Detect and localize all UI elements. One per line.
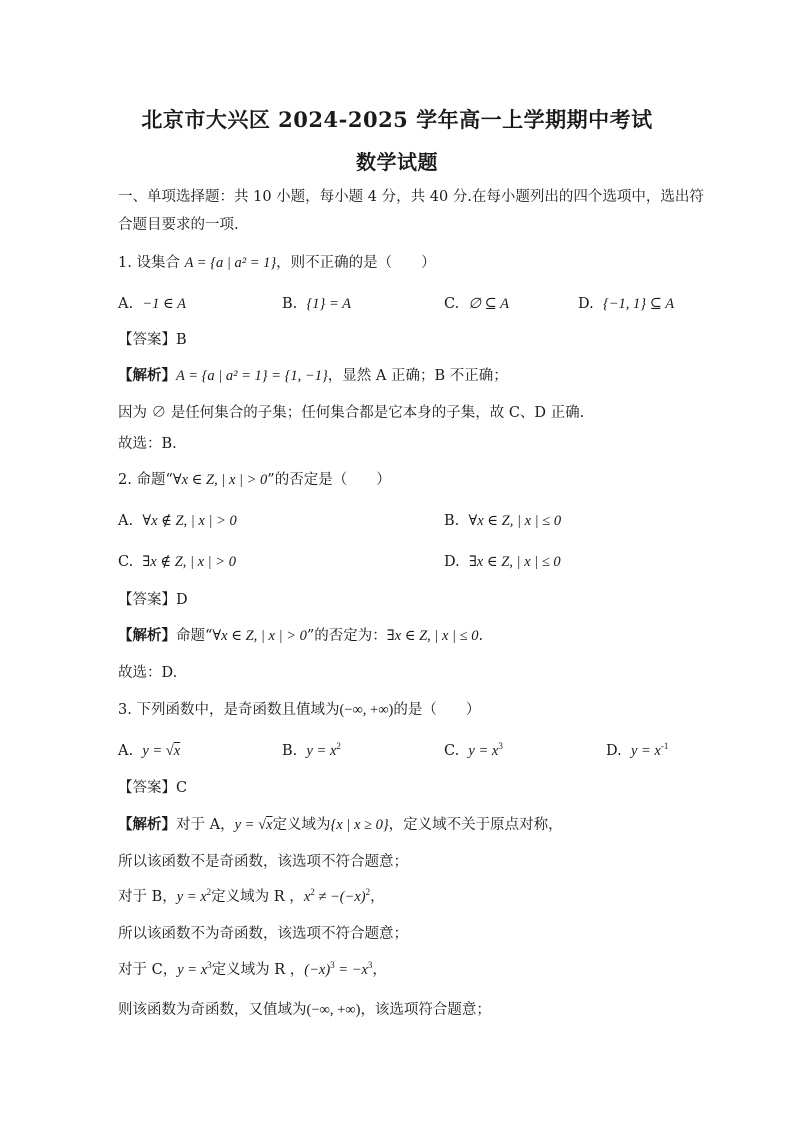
option-content: ∃x ∈ Z, | x | ≤ 0 <box>468 554 561 570</box>
question-3-prefix: 3. 下列函数中，是奇函数且值域为 <box>118 702 340 718</box>
question-2-option-a <box>118 511 237 531</box>
radical-sign: √ <box>258 817 267 833</box>
question-3-explanation-line-5 <box>118 960 387 980</box>
explanation-math: ∀x ∈ Z, | x | > 0 <box>212 628 307 644</box>
question-3-explanation-line-4: 所以该函数不为奇函数，该选项不符合题意； <box>118 926 408 942</box>
explanation-math: (−x) <box>304 962 331 978</box>
option-content: {1} = A <box>306 296 351 312</box>
option-content: ∃x ∉ Z, | x | > 0 <box>142 554 236 570</box>
exponent: 3 <box>498 741 503 752</box>
explanation-math: (−∞, +∞) <box>306 1002 361 1018</box>
option-content: y = x <box>468 743 499 759</box>
question-3-explanation-line-6 <box>118 1000 491 1020</box>
option-content: y = x <box>630 743 661 759</box>
option-label: A. <box>118 296 134 312</box>
option-content: ∅ ⊆ A <box>468 296 510 312</box>
option-label: B. <box>282 296 298 312</box>
explanation-label: 【解析】 <box>118 816 176 833</box>
question-2-explanation-line-1 <box>118 626 483 646</box>
question-3-interval: (−∞, +∞) <box>339 702 394 718</box>
question-2-option-b <box>444 511 561 531</box>
option-label: C. <box>444 743 460 759</box>
exponent: 2 <box>206 887 212 898</box>
question-2-option-d <box>444 552 561 572</box>
explanation-text: ， <box>372 962 387 978</box>
question-3-stem <box>118 700 480 720</box>
explanation-text: ，该选项符合题意； <box>360 1002 491 1018</box>
explanation-text: 则该函数为奇函数，又值域为 <box>118 1002 307 1018</box>
option-content: y = x <box>306 743 337 759</box>
explanation-math: y = <box>234 817 259 833</box>
option-label: A. <box>118 513 134 529</box>
option-label: B. <box>444 513 460 529</box>
question-1-stem <box>118 253 436 273</box>
question-1-answer: 【答案】B <box>118 332 187 348</box>
explanation-text: 对于 B， <box>118 889 177 905</box>
explanation-text: ，显然 A 正确；B 不正确； <box>327 368 508 384</box>
option-label: D. <box>578 296 594 312</box>
page-subtitle: 数学试题 <box>356 150 438 174</box>
question-3-option-c <box>444 741 503 761</box>
question-2-option-c <box>118 552 236 572</box>
question-3-explanation-line-2: 所以该函数不是奇函数，该选项不符合题意； <box>118 854 408 870</box>
explanation-math: A = {a | a² = 1} = {1, −1} <box>176 368 328 384</box>
explanation-text: ， <box>370 889 385 905</box>
question-1-explanation-line-3: 故选：B. <box>118 436 177 452</box>
question-3-option-d <box>606 741 668 761</box>
option-label: C. <box>444 296 460 312</box>
explanation-text: 定义域为 R ， <box>211 889 304 905</box>
explanation-text: 对于 A， <box>176 817 235 833</box>
radical-sign: √ <box>165 743 174 759</box>
option-label: B. <box>282 743 298 759</box>
explanation-math: y = x <box>177 962 208 978</box>
exponent: 2 <box>365 887 371 898</box>
question-3-explanation-line-1 <box>118 815 563 835</box>
explanation-text: ”的否定为： <box>306 628 387 644</box>
question-3-option-b <box>282 741 341 761</box>
explanation-label: 【解析】 <box>118 367 176 384</box>
question-1-option-b <box>282 294 351 314</box>
question-2-proposition: ∀x ∈ Z, | x | > 0 <box>172 472 268 488</box>
exponent: 3 <box>207 960 212 971</box>
question-2-answer: 【答案】D <box>118 592 188 608</box>
section-instruction-line-1: 一、单项选择题：共 10 小题，每小题 4 分，共 40 分.在每小题列出的四个选项中，选出符 <box>118 189 704 205</box>
question-2-stem <box>118 470 391 490</box>
exponent: 2 <box>310 887 315 898</box>
explanation-math: ≠ −(−x) <box>314 889 366 905</box>
question-1-prefix: 1. 设集合 <box>118 255 185 271</box>
option-content: ∀x ∉ Z, | x | > 0 <box>142 513 237 529</box>
section-instruction-line-2: 合题目要求的一项. <box>118 217 239 233</box>
question-3-explanation-line-3 <box>118 887 385 907</box>
question-3-suffix: 的是（ ） <box>393 702 481 718</box>
question-1-option-c <box>444 294 509 314</box>
explanation-label: 【解析】 <box>118 627 176 644</box>
option-label: A. <box>118 743 134 759</box>
question-3-answer: 【答案】C <box>118 780 188 796</box>
radicand: x <box>266 817 273 833</box>
explanation-math: = −x <box>334 962 368 978</box>
question-1-option-a <box>118 294 186 314</box>
option-content: y = <box>142 743 166 759</box>
page-title: 北京市大兴区 2024-2025 学年高一上学期期中考试 <box>141 107 653 132</box>
explanation-text: 命题“ <box>176 628 213 644</box>
option-label: D. <box>444 554 460 570</box>
explanation-text: 定义域为 <box>272 817 331 833</box>
explanation-math: ∃x ∈ Z, | x | ≤ 0 <box>386 628 479 644</box>
explanation-math: {x | x ≥ 0} <box>330 817 389 833</box>
explanation-math: x <box>303 889 311 905</box>
question-1-option-d <box>578 294 674 314</box>
explanation-math: y = x <box>176 889 207 905</box>
exponent: -1 <box>660 741 669 752</box>
explanation-text: . <box>478 628 484 644</box>
explanation-text: 对于 C， <box>118 962 178 978</box>
exponent: 3 <box>367 960 373 971</box>
question-1-set-expression: A = {a | a² = 1} <box>184 255 277 271</box>
question-2-explanation-line-2: 故选：D. <box>118 665 178 681</box>
exponent: 2 <box>336 741 341 752</box>
question-3-option-a <box>118 741 180 761</box>
question-2-suffix: ”的否定是（ ） <box>267 472 391 488</box>
question-1-explanation-line-2: 因为 ∅ 是任何集合的子集；任何集合都是它本身的子集，故 C、D 正确. <box>118 405 585 421</box>
radicand: x <box>173 743 181 759</box>
explanation-text: ，定义域不关于原点对称， <box>388 817 563 833</box>
question-2-prefix: 2. 命题“ <box>118 472 173 488</box>
explanation-text: 定义域为 R ， <box>211 962 305 978</box>
exponent: 3 <box>330 960 335 971</box>
question-1-suffix: ，则不正确的是（ ） <box>276 255 436 271</box>
option-content: {−1, 1} ⊆ A <box>602 296 675 312</box>
option-content: ∀x ∈ Z, | x | ≤ 0 <box>468 513 562 529</box>
option-label: C. <box>118 554 134 570</box>
question-1-explanation-line-1 <box>118 366 508 386</box>
option-label: D. <box>606 743 622 759</box>
option-content: −1 ∈ A <box>142 296 186 312</box>
